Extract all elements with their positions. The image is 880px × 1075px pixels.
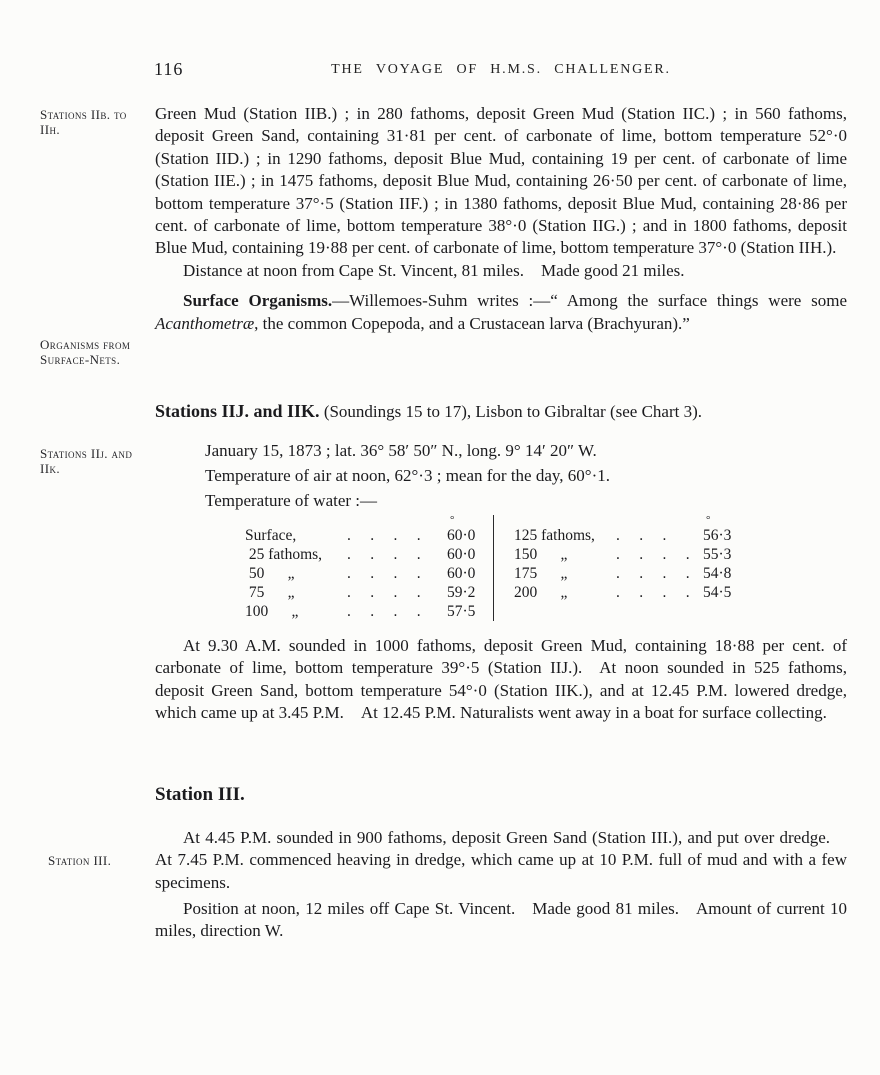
row-label: 75 „ [245,584,295,602]
temperature-value: 56·3 [703,527,732,545]
dot-leaders: . . . . [616,584,690,602]
surface-organisms-text: —Willemoes-Suhm writes :—“ Among the surface things were some [332,291,848,311]
row-label: 125 fathoms, [514,527,595,545]
table-row [245,564,493,583]
table-row [245,545,493,564]
sidenote-line: IIh. [40,122,61,137]
dot-leaders: . . . . [347,565,421,583]
dot-leaders: . . . . [347,603,421,621]
sidenote-stations-iib-to-iih [40,107,158,137]
heading-stations-iij-and-iik [155,399,847,424]
paragraph-station-iii-sounding: At 4.45 P.M. sounded in 900 fathoms, deposit Green Sand (Station III.), and put over dredge. At 7.45 P.M. commenced heaving in dredge, which came up at 10 P.M. full of mud and with a few specimens. [155,827,847,892]
table-row [514,583,749,602]
sidenote-line: IIk. [40,461,61,476]
table-row [514,526,749,545]
sidenote-line: Surface-Nets. [40,352,121,367]
temperature-value: 57·5 [447,603,476,621]
date-position-line: January 15, 1873 ; lat. 36° 58′ 50″ N., long. 9° 14′ 20″ W. [205,441,597,461]
air-temperature-line: Temperature of air at noon, 62°·3 ; mean for the day, 60°·1. [205,466,610,486]
table-right-column [493,515,749,621]
table-row [514,564,749,583]
row-label: 25 fathoms, [245,546,323,564]
table-row [514,545,749,564]
sidenote-line: Organisms from [40,337,131,352]
sidenote-line: Station III. [48,853,112,868]
sidenote-organisms-surface-nets [40,337,158,367]
species-name-italic: Acanthometræ [155,313,255,333]
row-label: 100 „ [245,603,299,621]
dot-leaders: . . . [616,527,667,545]
observation-lines [205,438,847,513]
surface-organisms-lead: Surface Organisms. [183,291,333,311]
sidenote-station-iii [48,853,166,868]
temperature-value: 54·8 [703,565,732,583]
surface-organisms-text: , the common Copepoda, and a Crustacean larva (Brachyuran).” [254,313,690,333]
temperature-value: 60·0 [447,527,476,545]
degree-symbol: ° [450,514,455,527]
table-row [245,583,493,602]
table-row [245,602,493,621]
paragraph-distance-at-noon: Distance at noon from Cape St. Vincent, 81 miles. Made good 21 miles. [183,260,685,280]
table-left-column [245,515,493,621]
paragraph-position-at-noon: Position at noon, 12 miles off Cape St. Vincent. Made good 81 miles. Amount of current 10 miles, direction W. [155,898,847,941]
row-label: 50 „ [245,565,295,583]
temperature-value: 55·3 [703,546,732,564]
water-temperature-table [245,515,750,621]
heading-station-iii: Station III. [155,783,245,805]
row-label: 150 „ [514,546,568,564]
degree-header-row [245,515,493,526]
paragraph-surface-organisms [155,290,847,335]
sidenote-line: Stations IIj. and [40,446,133,461]
row-label: 200 „ [514,584,568,602]
spacer [245,515,447,526]
temperature-value: 60·0 [447,565,476,583]
dot-leaders: . . . . [616,565,690,583]
dot-leaders: . . . . [347,527,421,545]
running-title: THE VOYAGE OF H.M.S. CHALLENGER. [331,62,671,77]
sidenote-line: Stations IIb. to [40,107,127,122]
spacer [514,515,703,526]
temperature-value: 60·0 [447,546,476,564]
paragraph-soundings-iij-iik: At 9.30 A.M. sounded in 1000 fathoms, deposit Green Mud, containing 18·88 per cent. of carbonate of lime, bottom temperature 39°·5 (Station IIJ.). At noon sounded in 525 fathoms, deposit Green Sand, bottom temperature 54°·0 (Station IIK.), and at 12.45 P.M. lowered dredge, which came up at 3.45 P.M. At 12.45 P.M. Naturalists went away in a boat for surface collecting. [155,636,847,723]
dot-leaders: . . . . [347,584,421,602]
temperature-value: 59·2 [447,584,476,602]
table-row [245,526,493,545]
page-number: 116 [154,59,184,79]
heading-bold-part: Stations IIJ. and IIK. [155,401,320,422]
temperature-value: 54·5 [703,584,732,602]
row-label: Surface, [245,527,297,545]
row-label: 175 „ [514,565,568,583]
degree-header-row [514,515,749,526]
dot-leaders: . . . . [616,546,690,564]
dot-leaders: . . . . [347,546,421,564]
main-text-column [155,103,847,943]
degree-symbol: ° [706,514,711,527]
sidenote-stations-iij-and-iik [40,446,158,476]
paragraph-stations-iib-to-iih: Green Mud (Station IIB.) ; in 280 fathoms, deposit Green Mud (Station IIC.) ; in 560 fathoms, deposit Green Sand, containing 31·81 per cent. of carbonate of lime, bottom temperature 52°·0 (Station IID.) ; in 1290 fathoms, deposit Blue Mud, containing 19 per cent. of carbonate of lime (Station IIE.) ; in 1475 fathoms, deposit Blue Mud, containing 26·50 per cent. of carbonate of lime, bottom temperature 37°·5 (Station IIF.) ; in 1380 fathoms, deposit Blue Mud, containing 28·86 per cent. of carbonate of lime, bottom temperature 38°·0 (Station IIG.) ; and in 1800 fathoms, deposit Blue Mud, containing 19·88 per cent. of carbonate of lime, bottom temperature 37°·0 (Station IIH.). [155,104,847,258]
heading-rest-part: (Soundings 15 to 17), Lisbon to Gibraltar (see Chart 3). [319,402,703,422]
water-temperature-line: Temperature of water :— [205,491,378,511]
